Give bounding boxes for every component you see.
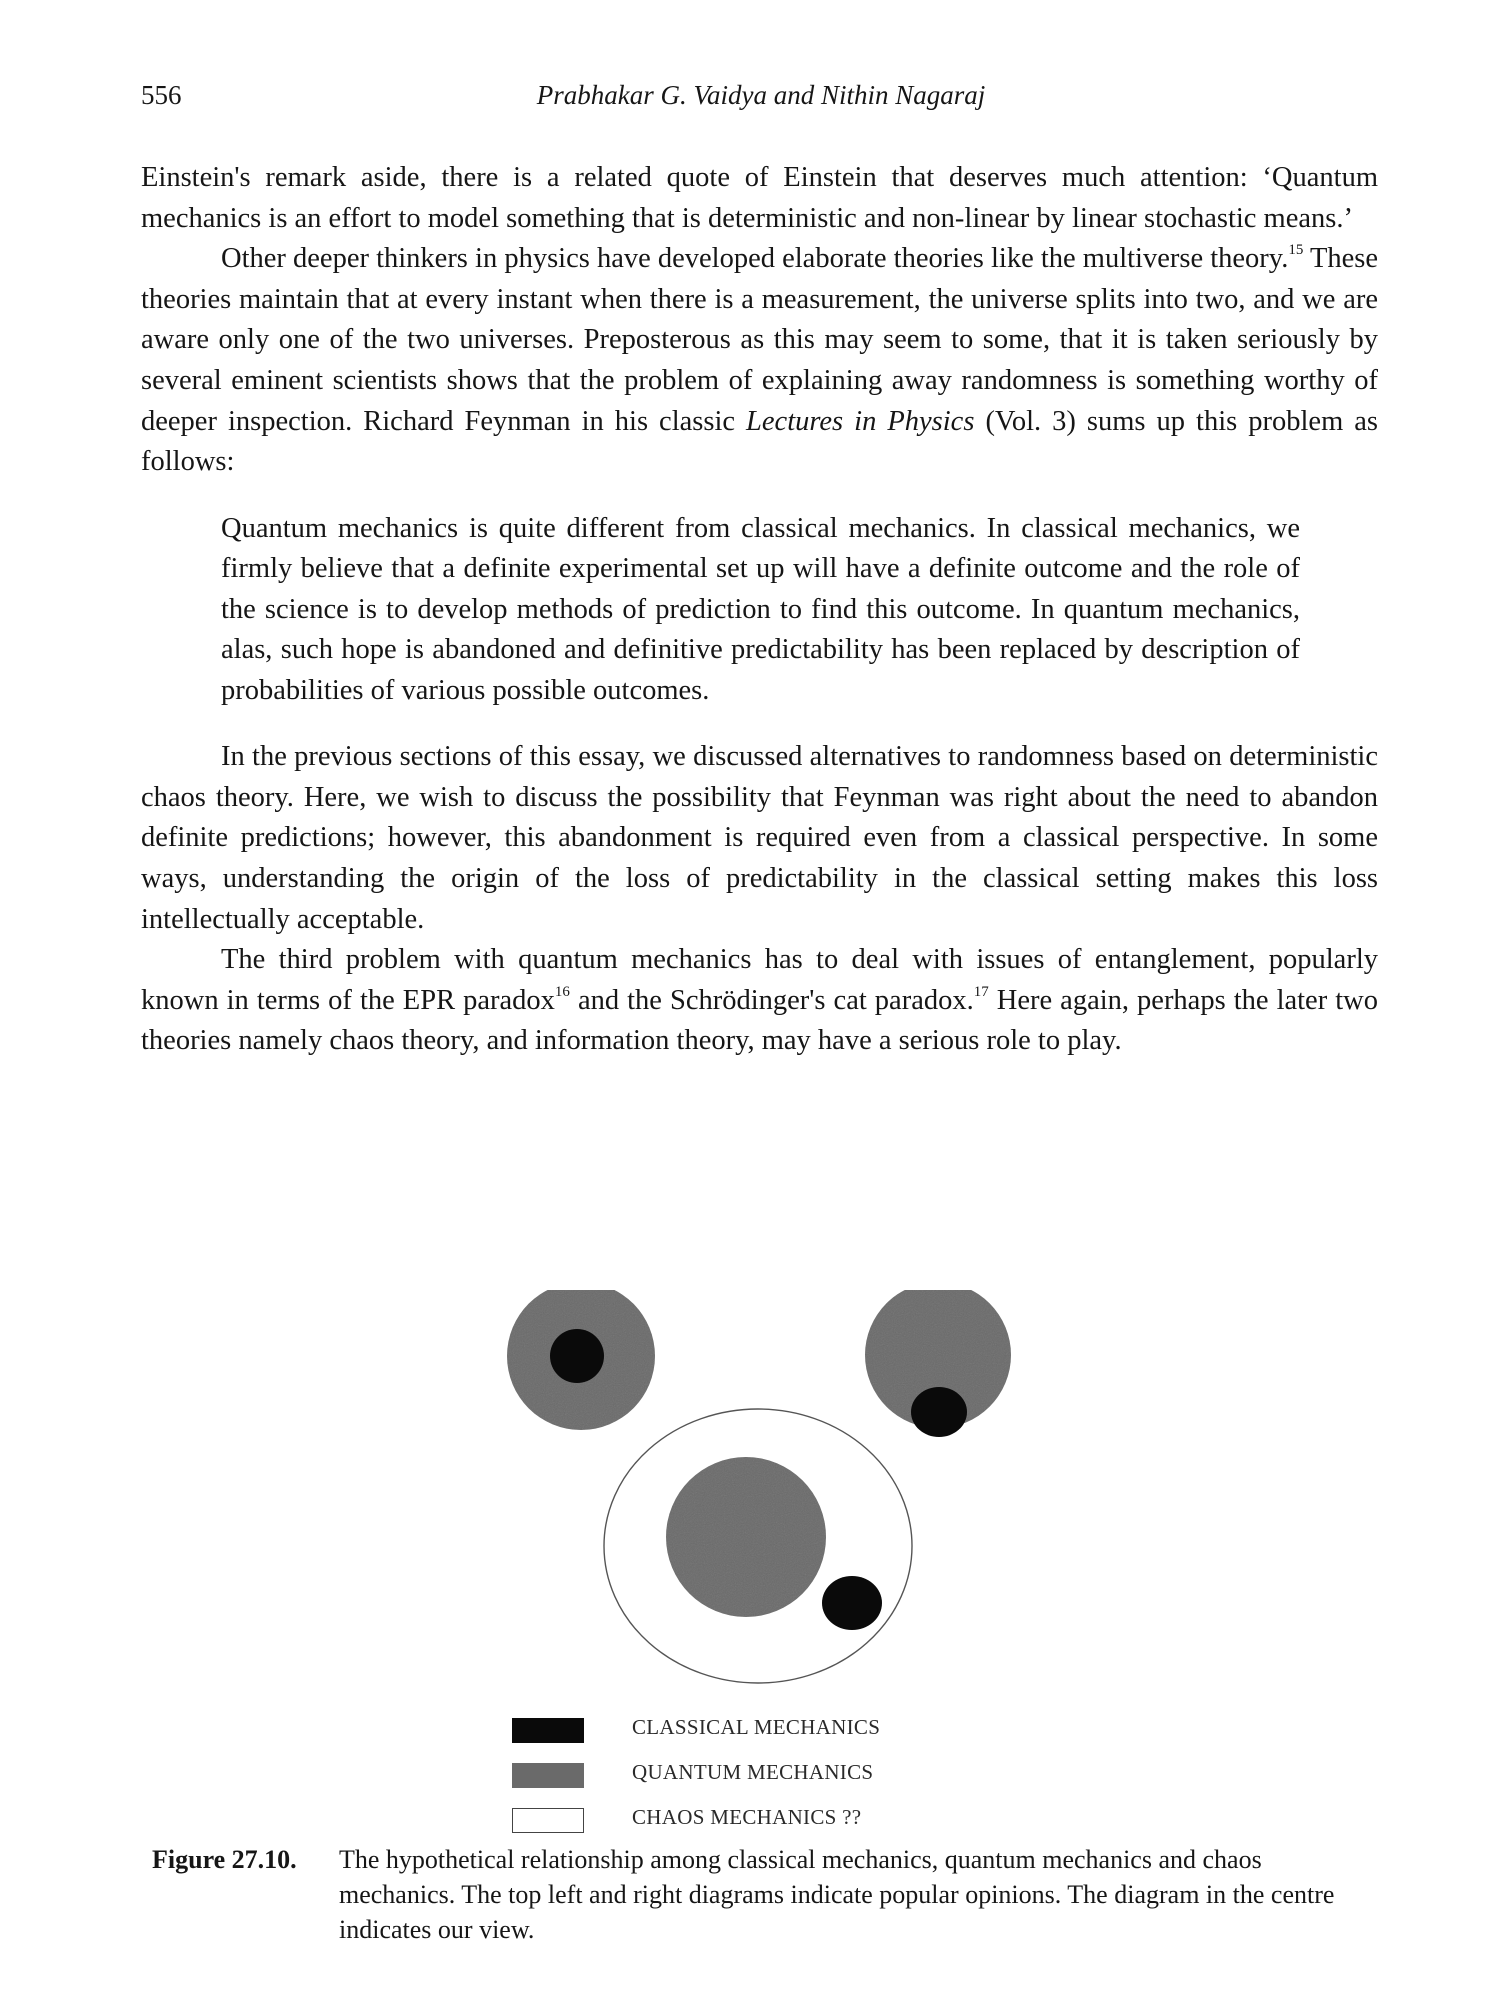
paragraph-text: (Vol. 3) sums up this problem as follows:: [141, 405, 1379, 478]
classical-circle: [822, 1576, 882, 1630]
centre-diagram-our-view: [604, 1409, 912, 1683]
running-head: [141, 80, 1381, 120]
legend-item-quantum: [512, 1755, 952, 1800]
legend-label: CHAOS MECHANICS ??: [632, 1805, 862, 1829]
paragraph-multiverse: [141, 239, 1378, 483]
paragraph-text: and the Schrödinger's cat paradox.: [569, 984, 974, 1016]
paragraph-text: The third problem with quantum mechanics has to deal with issues of entanglement, popularly known in terms of the EPR paradox: [141, 944, 1378, 1016]
figure-diagrams: [0, 1290, 1500, 1710]
paragraph-text: Here again, perhaps the later two theories namely chaos theory, and information theory, may have a serious role to play.: [141, 984, 1378, 1057]
figure-27-10: [0, 1290, 1500, 1850]
quantum-circle: [666, 1457, 826, 1617]
book-title: Lectures in Physics: [746, 405, 975, 437]
figure-legend: [512, 1710, 952, 1845]
figure-caption-text: The hypothetical relationship among classical mechanics, quantum mechanics and chaos mechanics. The top left and right diagrams indicate popular opinions. The diagram in the centre indicates our view.: [339, 1845, 1335, 1944]
legend-label: QUANTUM MECHANICS: [632, 1760, 874, 1784]
feynman-block-quote: Quantum mechanics is quite different from classical mechanics. In classical mechanics, we firmly believe that a definite experimental set up will have a definite outcome and the role of the science is to develop methods of prediction to find this outcome. In quantum mechanics, alas, such hope is abandoned and definitive predictability has been replaced by description of probabilities of various possible outcomes.: [221, 512, 1300, 706]
legend-item-chaos: [512, 1800, 952, 1845]
footnote-ref: 16: [554, 983, 570, 1000]
footnote-ref: 17: [973, 983, 989, 1000]
figure-caption-label: Figure 27.10.: [152, 1845, 297, 1874]
paragraph-text: Other deeper thinkers in physics have developed elaborate theories like the multiverse theory.: [221, 243, 1289, 275]
right-diagram-popular-opinion: [865, 1290, 1011, 1437]
running-head-authors: Prabhakar G. Vaidya and Nithin Nagaraj: [536, 80, 986, 110]
legend-swatch-chaos: [512, 1808, 584, 1833]
classical-circle: [911, 1387, 967, 1437]
page-number: 556: [141, 80, 182, 110]
paragraph-entanglement: [141, 940, 1378, 1062]
legend-swatch-classical: [512, 1718, 584, 1743]
paragraph-text: These theories maintain that at every instant when there is a measurement, the universe splits into two, and we are aware only one of the two universes. Preposterous as this may seem to some, that it is taken seriously by several eminent scientists shows that the problem of explaining away randomness is something worthy of deeper inspection. Richard Feynman in his classic: [141, 243, 1378, 437]
footnote-ref: 15: [1288, 242, 1304, 259]
paragraph-previous-sections: In the previous sections of this essay, we discussed alternatives to randomness based on deterministic chaos theory. Here, we wish to discuss the possibility that Feynman was right about the need to abandon definite predictions; however, this abandonment is required even from a classical perspective. In some ways, understanding the origin of the loss of predictability in the classical setting makes this loss intellectually acceptable.: [141, 741, 1378, 935]
legend-label: CLASSICAL MECHANICS: [632, 1715, 881, 1739]
legend-swatch-quantum: [512, 1763, 584, 1788]
left-diagram-popular-opinion: [507, 1290, 655, 1430]
paragraph-einstein-quote: Einstein's remark aside, there is a related quote of Einstein that deserves much attention: ‘Quantum mechanics is an effort to model something that is deterministic and non-linear by linear stochastic means.’: [141, 162, 1378, 234]
classical-circle: [550, 1329, 604, 1383]
body-text: [141, 158, 1378, 1062]
legend-item-classical: [512, 1710, 952, 1755]
